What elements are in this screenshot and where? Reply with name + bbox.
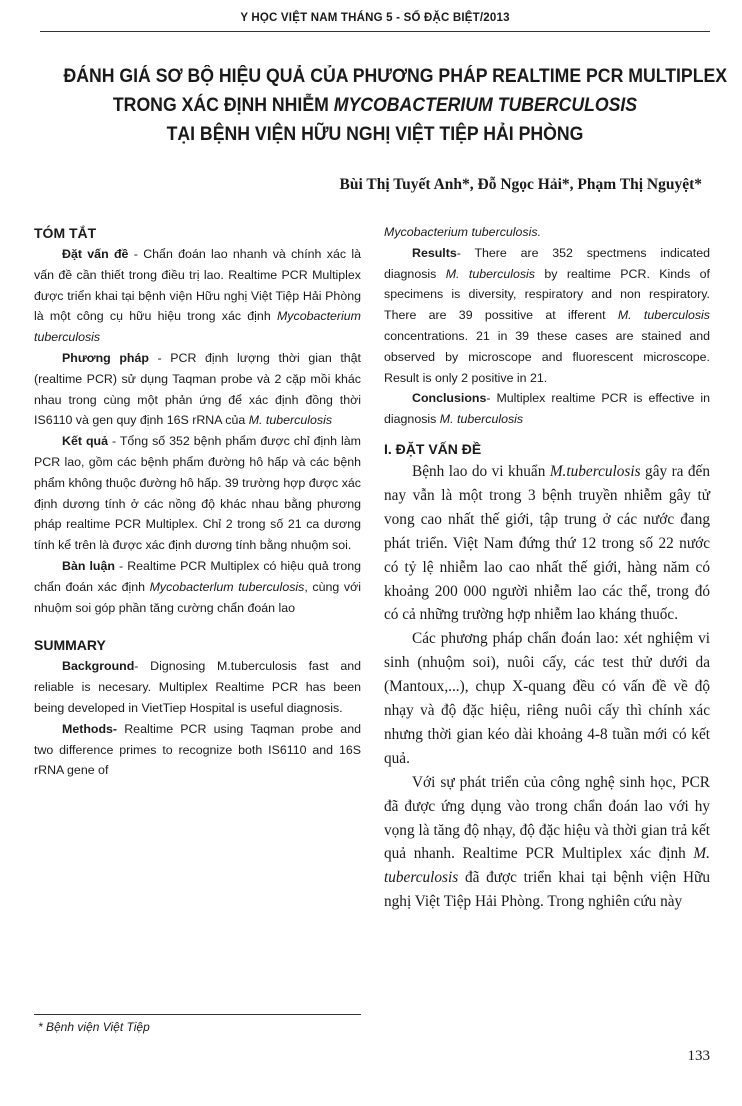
phuong-phap-paragraph	[34, 348, 361, 431]
section-1-p1-italic: M.tuberculosis	[549, 462, 641, 480]
phuong-phap-label: Phương pháp	[62, 350, 149, 365]
section-1-p1-text-b: gây ra đến nay vẫn là một trong 3 bệnh truyền nhiễm gây tử vong cao nhất thế giới, tập trung ở các nước đang phát triển. Việt Nam đứng thứ 12 trong số 22 nước có tỷ lệ nhiễm lao cao nhất thế giới, hàng năm có khoảng 200 000 người nhiễm lao các thể, trong đó có cả những trường hợp nhiễm lao kháng thuốc.	[384, 462, 710, 624]
ket-qua-text: - Tổng số 352 bệnh phẩm được chỉ định làm PCR lao, gồm các bệnh phẩm đường hô hấp và các bệnh phẩm không thuộc đường hô hấp. 39 trường hợp được xác định dương tính ở các nồng độ khác nhau bằng phương pháp realtime PCR Multiplex. Chỉ 2 trong số 21 ca dương tính kể trên là được xác định dương tính bằng nhuộm soi.	[34, 434, 361, 553]
ban-luan-paragraph	[34, 556, 361, 618]
results-italic-2: M. tuberculosis	[617, 308, 710, 323]
phuong-phap-text-2: và gen quy định 16S rRNA của	[72, 413, 249, 428]
page-number: 133	[687, 1048, 710, 1064]
phuong-phap-italic: M. tuberculosis	[248, 413, 333, 428]
results-italic-1: M. tuberculosis	[445, 266, 535, 281]
methods-continuation-italic: Mycobacterium tuberculosis.	[384, 225, 542, 239]
section-1-p3-italic: M. tuberculosis	[384, 845, 710, 887]
results-text-2: by realtime PCR. Kinds of specimens is diversity, respiratory and non respiratory. There are 39 possitive at ifferent	[384, 266, 710, 323]
dat-van-de-italic: Mycobacterium tuberculosis	[34, 309, 361, 345]
title-line-2-italic: MYCOBACTERIUM TUBERCULOSIS	[333, 95, 638, 116]
phuong-phap-text-1: - PCR định lượng thời gian thật (realtime PCR) sử dụng Taqman probe và 2 cặp mồi khác nhau trong cùng một phản ứng để xác định đồng thời	[34, 350, 361, 407]
background-text: - Dignosing M.tuberculosis fast and reliable is necesary. Multiplex Realtime PCR has been being developed in VietTiep Hospital is useful diagnosis.	[34, 659, 361, 715]
running-header: Y HỌC VIỆT NAM THÁNG 5 - SỐ ĐẶC BIỆT/2013	[240, 12, 510, 24]
section-1-paragraph-3	[384, 771, 710, 914]
dat-van-de-paragraph	[34, 244, 361, 348]
methods-label: Methods-	[62, 721, 118, 736]
title-line-2	[63, 91, 686, 120]
footnote-rule	[34, 1014, 361, 1015]
ban-luan-text-1: - Realtime PCR Multiplex có hiệu quả trong chẩn đoán xác định	[34, 558, 361, 594]
ket-qua-label: Kết quả	[62, 434, 108, 449]
conclusions-paragraph	[384, 388, 710, 430]
summary-heading: SUMMARY	[34, 637, 106, 654]
dat-van-de-text: - Chẩn đoán lao nhanh và chính xác là vấn đề cần thiết trong điều trị lao. Realtime PCR Multiplex được triển khai tại bệnh viện Hữu nghị Việt Tiệp Hải Phòng là một công cụ hữu hiệu trong xác định	[34, 247, 361, 324]
results-paragraph	[384, 243, 710, 389]
authors: Bùi Thị Tuyết Anh*, Đỗ Ngọc Hải*, Phạm Thị Nguyệt*	[339, 176, 702, 193]
ban-luan-text-2: , cùng với nhuộm soi góp phần tăng cường chẩn đoán lao	[34, 579, 361, 615]
methods-paragraph	[34, 719, 361, 781]
section-1-p3-text-a: Với sự phát triển của công nghệ sinh học, PCR đã được ứng dụng vào trong chẩn đoán lao với hy vọng là tăng độ nhạy, độ đặc hiệu và thời gian trả kết quả nhanh. Realtime PCR Multiplex xác định	[384, 773, 710, 863]
section-1-p3-text-b: đã được triển khai tại bệnh viện Hữu nghị Việt Tiệp Hải Phòng. Trong nghiên cứu này	[384, 869, 710, 911]
article-title	[63, 62, 728, 149]
section-1-heading: I. ĐẶT VẤN ĐỀ	[384, 440, 482, 457]
conclusions-label: Conclusions	[412, 391, 487, 406]
background-label: Background	[62, 659, 135, 674]
right-column	[384, 222, 710, 914]
background-paragraph	[34, 656, 361, 718]
title-line-1: ĐÁNH GIÁ SƠ BỘ HIỆU QUẢ CỦA PHƯƠNG PHÁP REALTIME PCR MULTIPLEX	[63, 66, 728, 87]
methods-continuation	[384, 222, 710, 243]
ket-qua-paragraph	[34, 431, 361, 556]
footnote: * Bệnh viện Việt Tiệp	[38, 1020, 150, 1034]
results-label: Results	[412, 245, 457, 260]
section-1-paragraph-2: Các phương pháp chẩn đoán lao: xét nghiệm vi sinh (nhuộm soi), nuôi cấy, các test thử dưới da (Mantoux,...), chụp X-quang đều có vấn đề về độ nhạy và độ đặc hiệu, riêng nuôi cấy thì chính xác nhưng thời gian kéo dài khoảng 4-8 tuần mới có kết quả.	[384, 630, 710, 767]
title-line-3: TẠI BỆNH VIỆN HỮU NGHỊ VIỆT TIỆP HẢI PHÒNG	[166, 124, 584, 145]
tom-tat-heading: TÓM TẮT	[34, 225, 97, 241]
section-1-paragraph-1	[384, 460, 710, 627]
conclusions-italic: M. tuberculosis	[439, 412, 524, 427]
methods-text: Realtime PCR using Taqman probe and two difference primes to recognize both IS6110 and 16S rRNA gene of	[34, 721, 361, 778]
results-text-3: concentrations. 21 in 39 these cases are stained and observed by microscope and fluorescent microscope. Result is only 2 positive in 21.	[384, 328, 710, 385]
title-line-2-text: TRONG XÁC ĐỊNH NHIỄM	[112, 95, 334, 116]
spacer	[384, 430, 710, 438]
results-text-1: - There are 352 spectmens indicated diagnosis	[384, 245, 710, 281]
phuong-phap-code: IS6110	[34, 413, 73, 428]
left-column	[34, 222, 361, 781]
ban-luan-label: Bàn luận	[62, 558, 115, 573]
dat-van-de-label: Đặt vấn đề	[62, 247, 129, 261]
header-rule	[40, 31, 710, 32]
conclusions-text: - Multiplex realtime PCR is effective in diagnosis	[384, 391, 710, 427]
spacer	[34, 618, 361, 634]
ban-luan-italic: Mycobacterlum tuberculosis	[149, 579, 305, 594]
section-1-p1-text-a: Bệnh lao do vi khuẩn	[412, 462, 550, 480]
